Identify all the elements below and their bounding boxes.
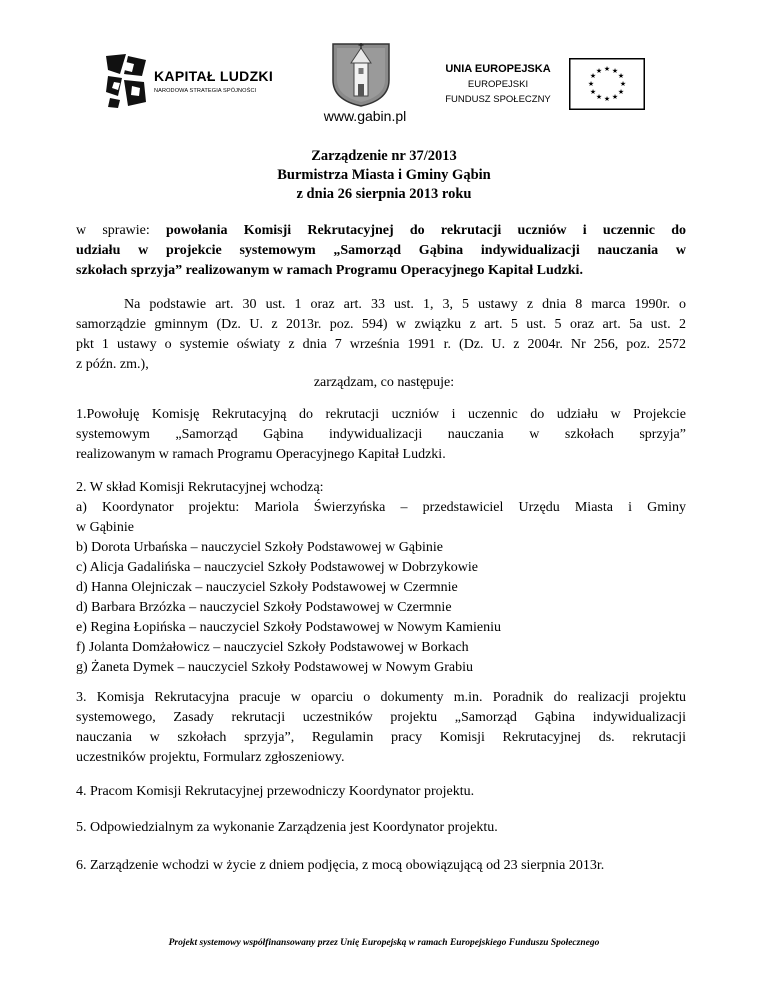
legal-basis-line-3: pkt 1 ustawy o systemie oświaty z dnia 7 września 1991 r. (Dz. U. z 2004r. Nr 256, poz. 2572 <box>76 337 686 352</box>
legal-basis-paragraph <box>76 295 686 375</box>
eu-flag-icon <box>569 58 645 110</box>
member-list-item: g) Żaneta Dymek – nauczyciel Szkoły Podstawowej w Nowym Grabiu <box>76 660 473 675</box>
paragraph-6: 6. Zarządzenie wchodzi w życie z dniem podjęcia, z mocą obowiązującą od 23 sierpnia 2013r. <box>76 858 605 873</box>
paragraph-2 <box>76 478 686 678</box>
eu-text-block <box>438 62 558 107</box>
paragraph-2-intro: 2. W skład Komisji Rekrutacyjnej wchodzą: <box>76 480 324 495</box>
svg-text:★: ★ <box>587 80 595 88</box>
member-list-item: d) Barbara Brzózka – nauczyciel Szkoły Podstawowej w Czermnie <box>76 600 452 615</box>
paragraph-1 <box>76 405 686 465</box>
svg-text:★: ★ <box>603 95 611 103</box>
eu-logo <box>438 58 658 114</box>
subject-line-2 <box>76 241 686 261</box>
gabin-logo <box>310 40 420 126</box>
legal-basis-line-2: samorządzie gminnym (Dz. U. z 2013r. poz. 594) w związku z art. 5 ust. 5 oraz art. 5a ust. 2 <box>76 317 686 332</box>
svg-text:★: ★ <box>617 72 625 80</box>
svg-text:★: ★ <box>603 65 611 73</box>
subject-line-3 <box>76 261 686 281</box>
member-a-line-2: w Gąbinie <box>76 520 134 535</box>
kapital-ludzki-emblem-icon <box>104 52 148 110</box>
gabin-coat-of-arms-icon <box>327 40 395 108</box>
svg-text:★: ★ <box>589 72 597 80</box>
svg-text:★: ★ <box>595 93 603 101</box>
svg-text:★: ★ <box>589 88 597 96</box>
subject-text-3: szkołach sprzyja” realizowanym w ramach Programu Operacyjnego Kapitał Ludzki. <box>76 263 583 278</box>
paragraph-1-line-2: systemowym „Samorząd Gąbina indywidualizacji nauczania w szkołach sprzyja” <box>76 427 686 442</box>
title-line-1: Zarządzenie nr 37/2013 <box>311 148 457 164</box>
paragraph-3-line-3: nauczania w szkołach sprzyja”, Regulamin pracy Komisji Rekrutacyjnej ds. rekrutacji <box>76 730 686 745</box>
paragraph-3-line-2: systemowego, Zasady rekrutacji uczestników projektu „Samorząd Gąbina indywidualizacji <box>76 710 686 725</box>
subject-line-1 <box>76 221 686 241</box>
paragraph-1-line-1: 1.Powołuję Komisję Rekrutacyjną do rekrutacji uczniów i uczennic do udziału w Projekcie <box>76 407 686 422</box>
paragraph-4: 4. Pracom Komisji Rekrutacyjnej przewodniczy Koordynator projektu. <box>76 784 475 799</box>
kapital-ludzki-title: KAPITAŁ LUDZKI <box>154 68 274 84</box>
paragraph-3-line-1: 3. Komisja Rekrutacyjna pracuje w oparciu o dokumenty m.in. Poradnik do realizacji projektu <box>76 690 686 705</box>
member-list-item: d) Hanna Olejniczak – nauczyciel Szkoły Podstawowej w Czermnie <box>76 580 458 595</box>
svg-text:★: ★ <box>595 67 603 75</box>
svg-text:★: ★ <box>611 67 619 75</box>
gabin-website-url: www.gabin.pl <box>323 108 407 124</box>
subject-paragraph <box>76 221 686 281</box>
member-list-item: c) Alicja Gadalińska – nauczyciel Szkoły Podstawowej w Dobrzykowie <box>76 560 479 575</box>
subject-text-1: powołania Komisji Rekrutacyjnej do rekrutacji uczniów i uczennic do <box>166 223 686 238</box>
svg-text:★: ★ <box>611 93 619 101</box>
paragraph-3-line-4: uczestników projektu, Formularz zgłoszeniowy. <box>76 750 345 765</box>
paragraph-1-line-3: realizowanym w ramach Programu Operacyjnego Kapitał Ludzki. <box>76 447 446 462</box>
paragraph-3 <box>76 688 686 768</box>
kapital-ludzki-subtitle: NARODOWA STRATEGIA SPÓJNOŚCI <box>154 88 257 94</box>
svg-text:★: ★ <box>619 80 627 88</box>
subject-prefix: w sprawie: <box>76 223 166 238</box>
eu-line-2: EUROPEJSKI <box>467 79 529 90</box>
paragraph-5: 5. Odpowiedzialnym za wykonanie Zarządzenia jest Koordynator projektu. <box>76 820 498 835</box>
member-list-item: b) Dorota Urbańska – nauczyciel Szkoły Podstawowej w Gąbinie <box>76 540 444 555</box>
title-line-3: z dnia 26 sierpnia 2013 roku <box>296 186 472 202</box>
legal-basis-line-1: Na podstawie art. 30 ust. 1 oraz art. 33 ust. 1, 3, 5 ustawy z dnia 8 marca 1990r. o <box>124 297 686 312</box>
kapital-ludzki-logo <box>104 52 274 112</box>
footer-note: Projekt systemowy współfinansowany przez Unię Europejską w ramach Europejskiego Funduszu Społecznego <box>168 938 600 948</box>
eu-line-3: FUNDUSZ SPOŁECZNY <box>445 94 551 105</box>
subject-text-2: udziału w projekcie systemowym „Samorząd Gąbina indywidualizacji nauczania w <box>76 243 686 258</box>
legal-basis-line-4: z późn. zm.), <box>76 357 149 372</box>
eu-line-1: UNIA EUROPEJSKA <box>445 63 551 75</box>
member-list-item: e) Regina Łopińska – nauczyciel Szkoły Podstawowej w Nowym Kamieniu <box>76 620 501 635</box>
title-line-2: Burmistrza Miasta i Gminy Gąbin <box>277 167 491 183</box>
svg-text:★: ★ <box>617 88 625 96</box>
document-title <box>0 147 768 204</box>
member-list-item: f) Jolanta Domżałowicz – nauczyciel Szkoły Podstawowej w Borkach <box>76 640 469 655</box>
member-a-line-1: a) Koordynator projektu: Mariola Świerzyńska – przedstawiciel Urzędu Miasta i Gminy <box>76 500 686 515</box>
decision-statement: zarządzam, co następuje: <box>313 375 455 390</box>
